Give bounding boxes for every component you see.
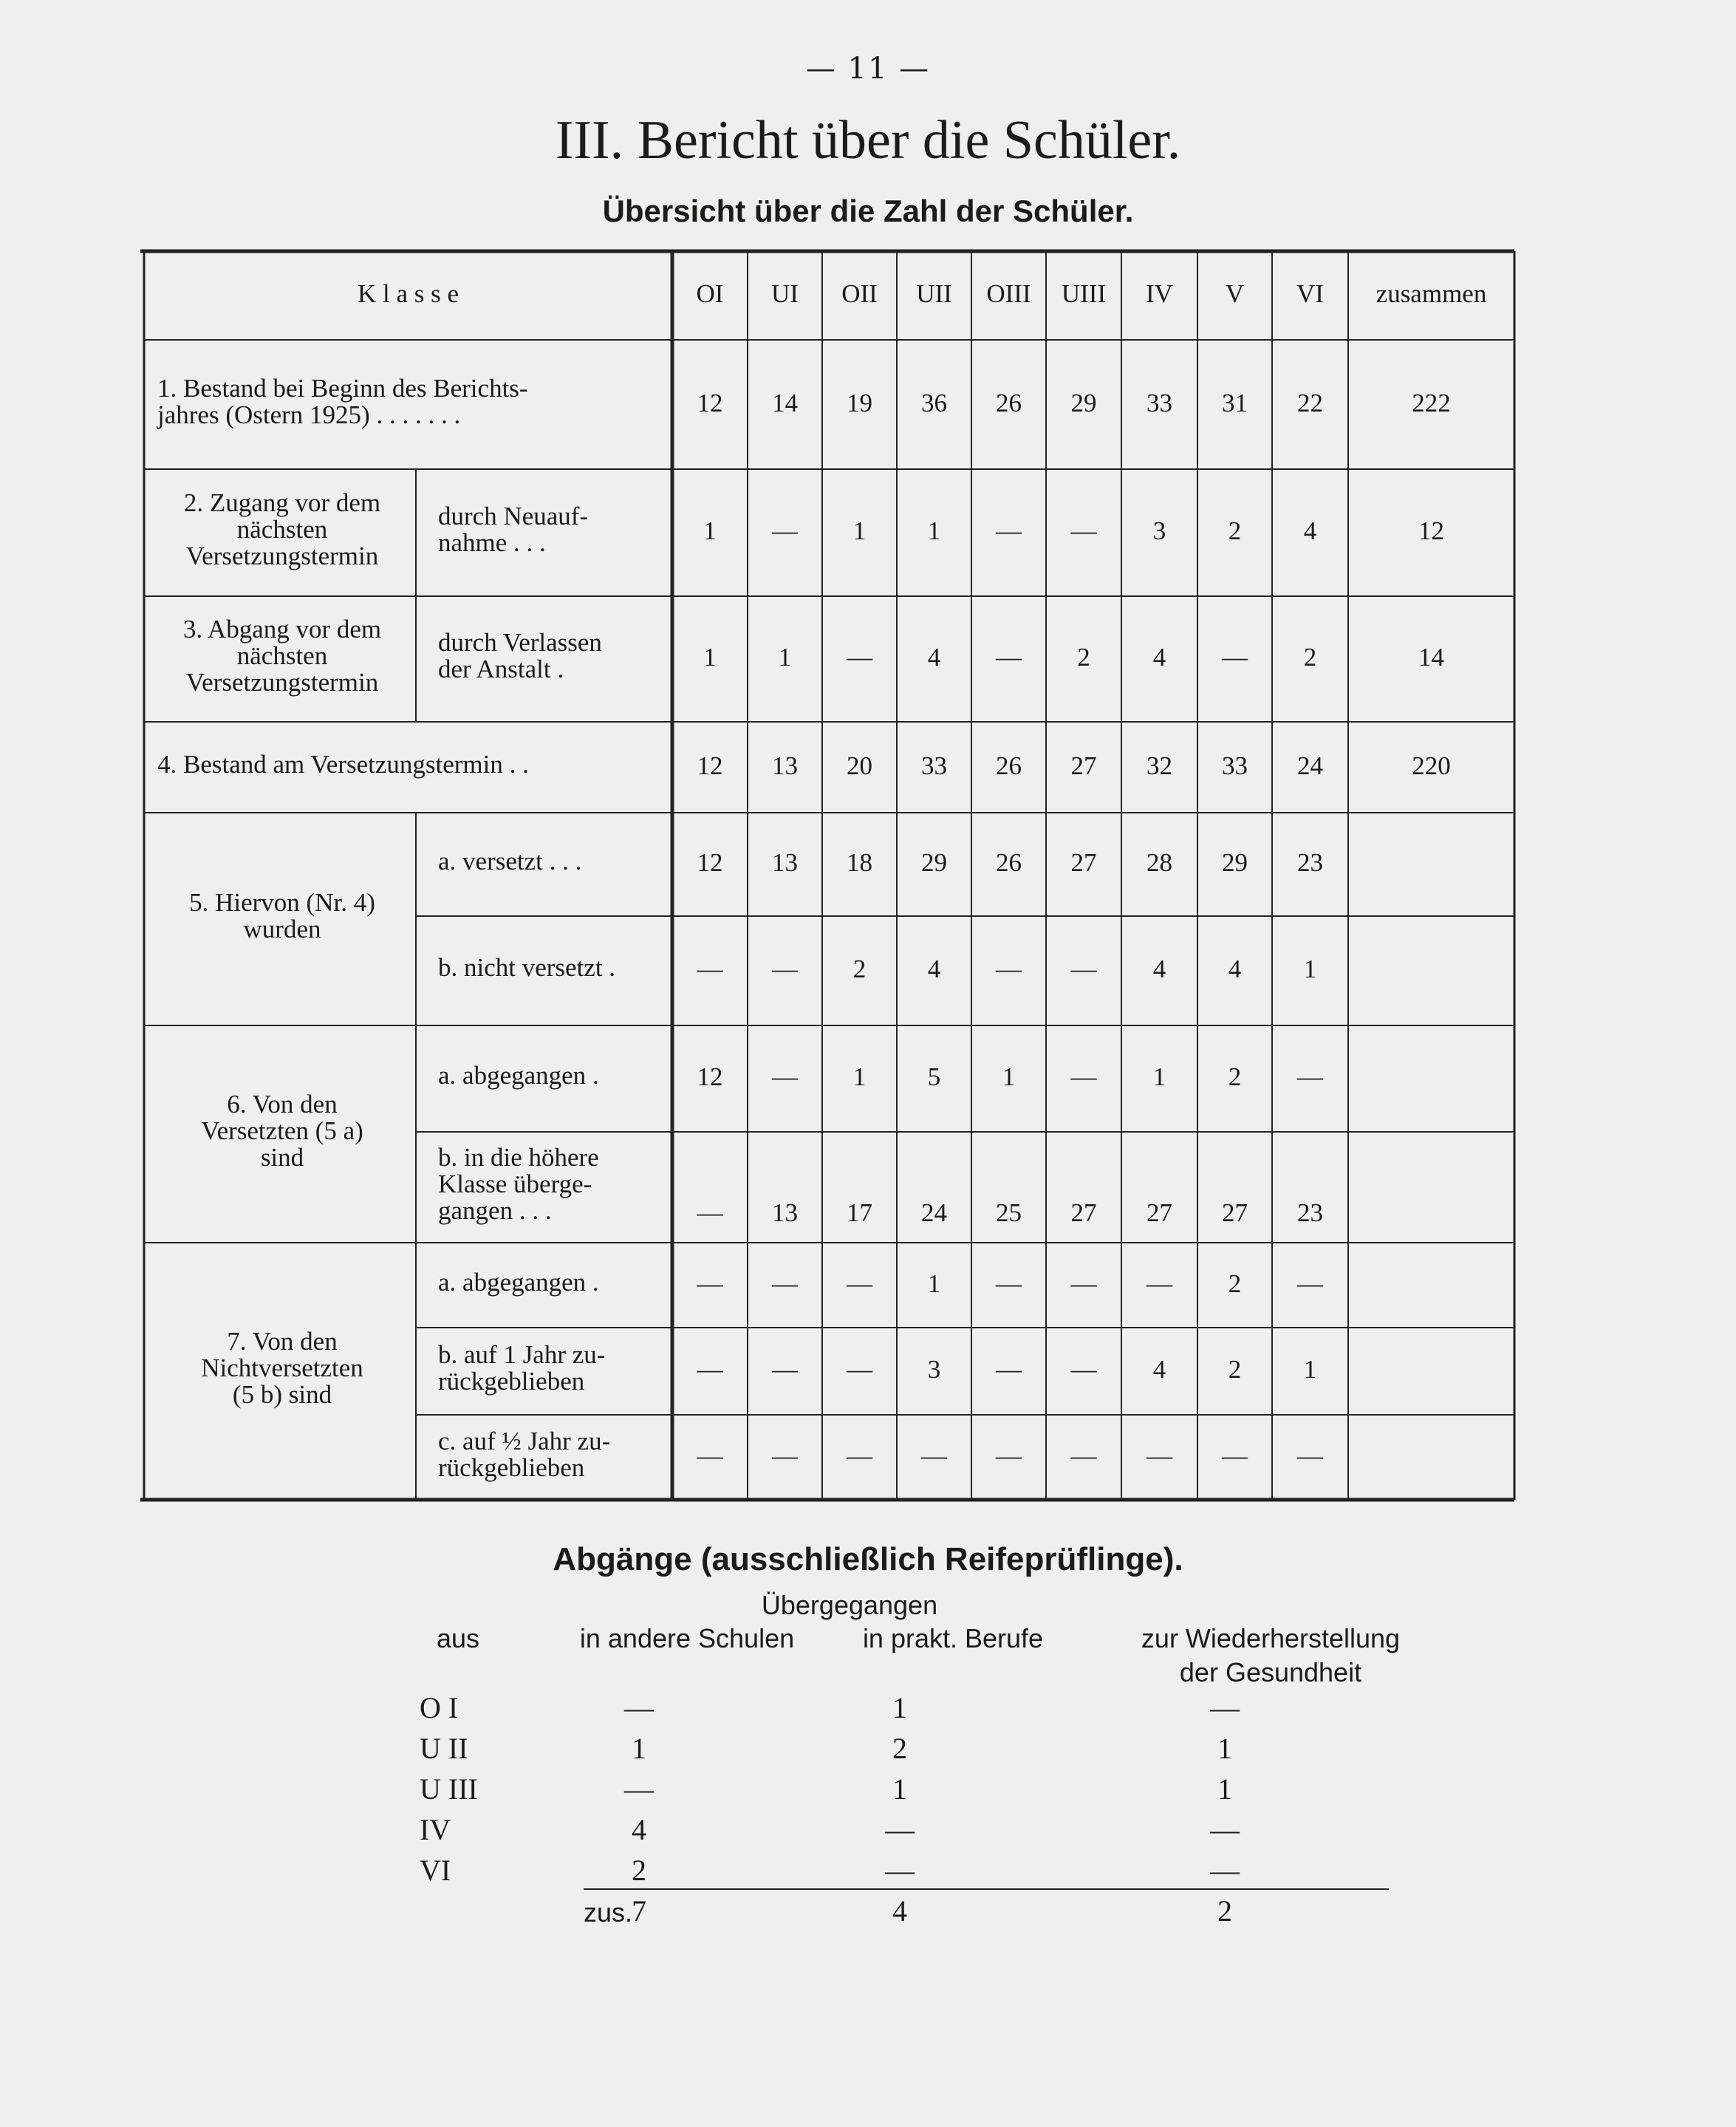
- value-cell: 1: [703, 516, 717, 545]
- value-cell: —: [772, 516, 798, 545]
- row-label: Versetzungstermin: [185, 542, 379, 570]
- value-cell: —: [1070, 516, 1097, 545]
- value-cell: 33: [1146, 388, 1172, 417]
- row-label: Versetzungstermin: [185, 668, 379, 697]
- value-cell: 18: [847, 848, 872, 877]
- total-gesund: 2: [1217, 1894, 1232, 1928]
- row-label: Versetzten (5 a): [201, 1116, 363, 1145]
- value-cell: 1: [1303, 955, 1317, 983]
- column-header: OI: [696, 279, 724, 308]
- row-label: Nichtversetzten: [201, 1353, 363, 1382]
- value-cell: 2: [1228, 516, 1242, 545]
- value-cell: 4: [927, 643, 941, 672]
- value-cell: —: [772, 1269, 798, 1298]
- value-cell: 27: [1146, 1198, 1172, 1227]
- value-cell: 23: [1297, 848, 1323, 877]
- value-cell: 29: [1070, 388, 1097, 417]
- value-cell: 1: [1303, 1355, 1317, 1384]
- value-cell: 222: [1412, 388, 1451, 417]
- value-cell: 28: [1146, 848, 1172, 877]
- total-label: zus.: [584, 1897, 633, 1928]
- column-header: OII: [841, 279, 878, 308]
- value-cell: 36: [921, 388, 947, 417]
- value-cell: 4: [1303, 516, 1317, 545]
- row-sub-label: a. abgegangen .: [438, 1061, 599, 1090]
- value-cell: —: [772, 1062, 798, 1091]
- row-sub-label: gangen . . .: [438, 1196, 552, 1225]
- value-cell: 27: [1070, 751, 1097, 780]
- dep-row-aus: VI: [420, 1854, 451, 1887]
- page-title: III. Bericht über die Schüler.: [555, 110, 1181, 171]
- value-cell: 4: [1152, 1355, 1166, 1384]
- value-cell: —: [996, 516, 1022, 545]
- column-header: VI: [1296, 279, 1324, 308]
- dep-row-aus: U III: [420, 1772, 478, 1806]
- value-cell: 27: [1222, 1198, 1248, 1227]
- row-label: 4. Bestand am Versetzungstermin . .: [157, 749, 529, 779]
- value-cell: 19: [847, 388, 872, 417]
- dep-cell-schulen: 1: [632, 1732, 646, 1765]
- dep-cell-gesund: —: [1210, 1854, 1240, 1887]
- value-cell: 24: [921, 1198, 947, 1227]
- value-cell: 13: [772, 848, 798, 877]
- dep-cell-schulen: 4: [632, 1813, 646, 1846]
- row-sub-label: nahme . . .: [438, 528, 546, 557]
- column-header: UIII: [1061, 279, 1107, 308]
- row-sub-label: b. nicht versetzt .: [438, 953, 616, 982]
- value-cell: —: [1297, 1062, 1323, 1091]
- value-cell: 2: [852, 955, 867, 983]
- row-sub-label: c. auf ½ Jahr zu-: [438, 1426, 611, 1455]
- value-cell: —: [847, 1355, 872, 1384]
- value-cell: —: [697, 1355, 723, 1384]
- column-header: V: [1225, 279, 1245, 308]
- dep-cell-berufe: —: [885, 1854, 915, 1887]
- value-cell: 14: [772, 388, 798, 417]
- value-cell: 4: [1152, 955, 1166, 983]
- value-cell: —: [1070, 1269, 1097, 1298]
- row-label: wurden: [243, 915, 321, 943]
- value-cell: —: [847, 1441, 872, 1470]
- value-cell: —: [1222, 643, 1248, 672]
- value-cell: —: [697, 1198, 723, 1227]
- row-sub-label: der Anstalt .: [438, 655, 564, 683]
- value-cell: 12: [697, 751, 723, 780]
- value-cell: 24: [1297, 751, 1323, 780]
- row-sub-label: rückgeblieben: [438, 1452, 585, 1482]
- row-label: (5 b) sind: [232, 1380, 332, 1409]
- value-cell: 1: [703, 643, 717, 672]
- dep-row-aus: U II: [420, 1732, 468, 1765]
- total-schulen: 7: [632, 1894, 646, 1928]
- dep-cell-berufe: 1: [892, 1691, 907, 1724]
- group-header: Übergegangen: [761, 1590, 938, 1620]
- value-cell: —: [1070, 1062, 1097, 1091]
- column-header: zusammen: [1376, 279, 1487, 308]
- value-cell: 26: [996, 751, 1022, 780]
- table-subtitle: Übersicht über die Zahl der Schüler.: [602, 194, 1134, 228]
- value-cell: —: [1297, 1441, 1323, 1470]
- value-cell: 1: [927, 1269, 941, 1298]
- value-cell: 12: [697, 1062, 723, 1091]
- row-label: 5. Hiervon (Nr. 4): [189, 888, 375, 917]
- value-cell: 1: [852, 516, 867, 545]
- value-cell: 4: [1152, 643, 1166, 672]
- column-header: UII: [916, 279, 952, 308]
- value-cell: 4: [927, 955, 941, 983]
- row-sub-label: a. versetzt . . .: [438, 847, 582, 875]
- value-cell: 33: [1222, 751, 1248, 780]
- value-cell: —: [847, 1269, 872, 1298]
- dep-cell-berufe: —: [885, 1813, 915, 1846]
- klasse-header: K l a s s e: [357, 279, 459, 308]
- value-cell: 2: [1228, 1355, 1242, 1384]
- total-berufe: 4: [892, 1894, 907, 1928]
- row-label: 7. Von den: [227, 1327, 338, 1356]
- departures-title: Abgänge (ausschließlich Reifeprüflinge).: [553, 1541, 1183, 1577]
- row-sub-label: rückgeblieben: [438, 1367, 585, 1396]
- value-cell: 31: [1222, 388, 1248, 417]
- row-sub-label: durch Neuauf-: [438, 502, 589, 530]
- dep-cell-gesund: —: [1210, 1813, 1240, 1846]
- value-cell: —: [772, 1441, 798, 1470]
- value-cell: 3: [1152, 516, 1166, 545]
- value-cell: 13: [772, 751, 798, 780]
- value-cell: —: [921, 1441, 947, 1470]
- value-cell: 26: [996, 848, 1022, 877]
- value-cell: 14: [1418, 643, 1444, 672]
- column-header: OIII: [986, 279, 1031, 308]
- value-cell: 1: [1002, 1062, 1016, 1091]
- column-header: UI: [771, 279, 799, 308]
- value-cell: 1: [852, 1062, 867, 1091]
- value-cell: 2: [1303, 643, 1317, 672]
- value-cell: 27: [1070, 1198, 1097, 1227]
- col-aus: aus: [436, 1623, 480, 1653]
- value-cell: 4: [1228, 955, 1242, 983]
- value-cell: —: [697, 955, 723, 983]
- value-cell: —: [697, 1441, 723, 1470]
- value-cell: —: [996, 1269, 1022, 1298]
- value-cell: —: [1146, 1269, 1172, 1298]
- value-cell: —: [1070, 1441, 1097, 1470]
- dep-cell-berufe: 2: [892, 1732, 907, 1765]
- value-cell: 17: [847, 1198, 872, 1227]
- value-cell: 13: [772, 1198, 798, 1227]
- value-cell: —: [1297, 1269, 1323, 1298]
- column-header: IV: [1146, 279, 1173, 308]
- row-sub-label: Klasse überge-: [438, 1170, 592, 1198]
- row-sub-label: b. in die höhere: [438, 1143, 599, 1172]
- value-cell: 12: [697, 848, 723, 877]
- row-sub-label: durch Verlassen: [438, 628, 602, 657]
- value-cell: 12: [1418, 516, 1444, 545]
- row-sub-label: b. auf 1 Jahr zu-: [438, 1340, 606, 1369]
- row-label: sind: [260, 1143, 304, 1172]
- dep-cell-gesund: 1: [1217, 1732, 1232, 1765]
- value-cell: 29: [1222, 848, 1248, 877]
- dep-cell-schulen: —: [624, 1691, 654, 1724]
- value-cell: —: [1222, 1441, 1248, 1470]
- value-cell: 2: [1077, 643, 1090, 672]
- dep-cell-gesund: 1: [1217, 1772, 1232, 1806]
- value-cell: —: [772, 1355, 798, 1384]
- dep-cell-schulen: —: [624, 1772, 654, 1806]
- value-cell: 1: [1152, 1062, 1166, 1091]
- row-label: nächsten: [236, 641, 328, 670]
- value-cell: —: [996, 1355, 1022, 1384]
- row-label: 1. Bestand bei Beginn des Berichts-: [157, 373, 528, 403]
- value-cell: 26: [996, 388, 1022, 417]
- value-cell: 33: [921, 751, 947, 780]
- dep-row-aus: IV: [420, 1813, 451, 1846]
- value-cell: 27: [1070, 848, 1097, 877]
- value-cell: 5: [927, 1062, 941, 1091]
- row-label: nächsten: [236, 515, 328, 544]
- value-cell: —: [847, 643, 872, 672]
- value-cell: —: [996, 643, 1022, 672]
- value-cell: 1: [778, 643, 792, 672]
- row-label: jahres (Ostern 1925) . . . . . . .: [157, 400, 461, 429]
- value-cell: 22: [1297, 388, 1323, 417]
- value-cell: 25: [996, 1198, 1022, 1227]
- col-berufe: in prakt. Berufe: [862, 1623, 1044, 1653]
- value-cell: —: [697, 1269, 723, 1298]
- value-cell: 220: [1412, 751, 1451, 780]
- value-cell: 29: [921, 848, 947, 877]
- dep-row-aus: O I: [420, 1691, 459, 1724]
- dep-cell-berufe: 1: [892, 1772, 907, 1806]
- value-cell: 23: [1297, 1198, 1323, 1227]
- col-schulen: in andere Schulen: [579, 1623, 795, 1653]
- value-cell: 3: [927, 1355, 941, 1384]
- value-cell: —: [772, 955, 798, 983]
- value-cell: —: [1070, 955, 1097, 983]
- value-cell: 1: [927, 516, 941, 545]
- row-label: 3. Abgang vor dem: [182, 615, 382, 643]
- value-cell: 12: [697, 388, 723, 417]
- value-cell: —: [1070, 1355, 1097, 1384]
- row-label: 2. Zugang vor dem: [183, 488, 381, 517]
- dep-cell-schulen: 2: [632, 1854, 646, 1887]
- value-cell: —: [996, 955, 1022, 983]
- value-cell: 20: [847, 751, 872, 780]
- col-gesundheit: der Gesundheit: [1179, 1657, 1362, 1687]
- dep-cell-gesund: —: [1210, 1691, 1240, 1724]
- row-label: 6. Von den: [227, 1090, 338, 1119]
- page-number: — 11 —: [805, 52, 931, 86]
- value-cell: 2: [1228, 1269, 1242, 1298]
- row-sub-label: a. abgegangen .: [438, 1267, 599, 1297]
- col-gesundheit: zur Wiederherstellung: [1141, 1623, 1401, 1653]
- value-cell: —: [1146, 1441, 1172, 1470]
- value-cell: —: [996, 1441, 1022, 1470]
- value-cell: 2: [1228, 1062, 1242, 1091]
- value-cell: 32: [1146, 751, 1172, 780]
